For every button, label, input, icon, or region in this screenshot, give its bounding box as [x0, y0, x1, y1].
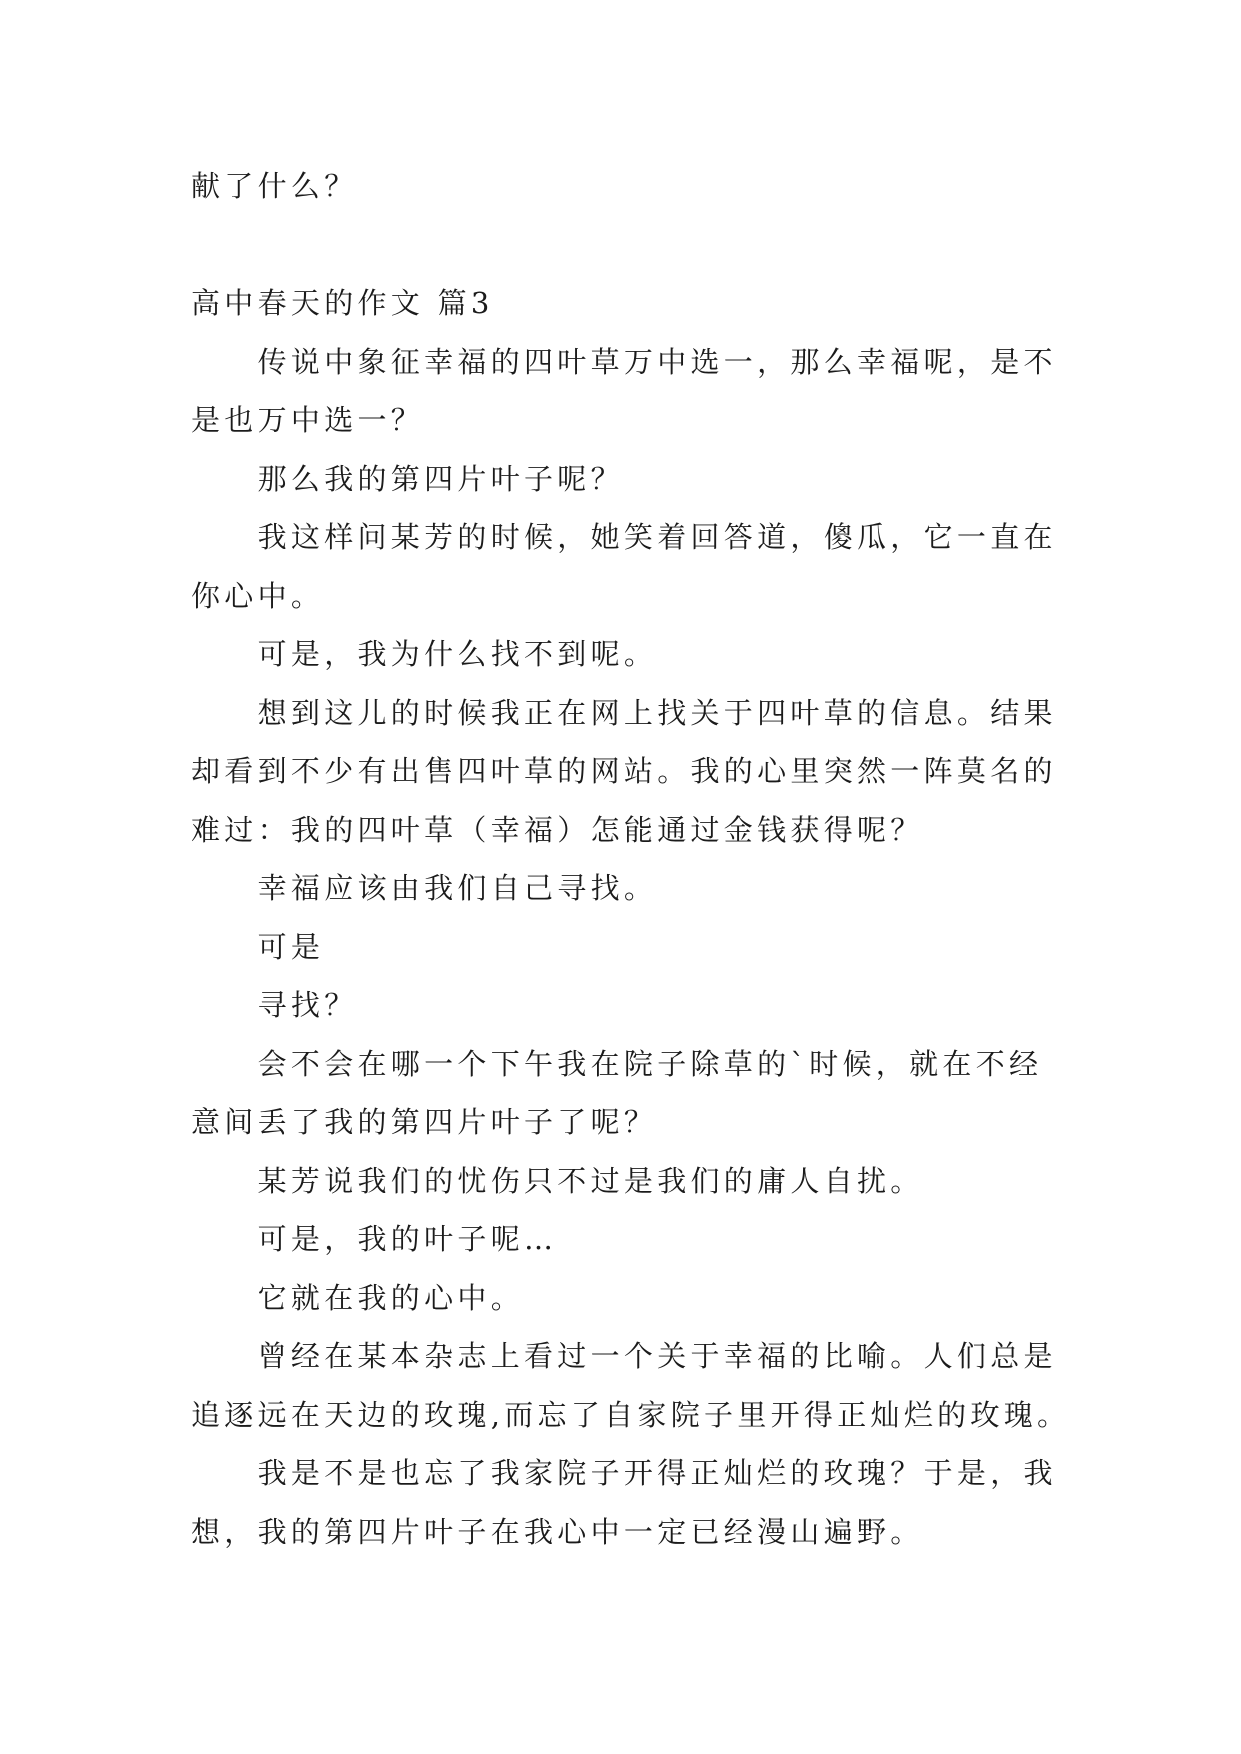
paragraph	[191, 1444, 1091, 1561]
paragraph	[191, 508, 1091, 625]
paragraph	[191, 1269, 1091, 1328]
paragraph	[191, 450, 1091, 509]
section-heading: 高中春天的作文 篇3	[191, 286, 494, 320]
paragraph	[191, 1152, 1091, 1211]
paragraph	[191, 859, 1091, 918]
paragraph-line: 传说中象征幸福的四叶草万中选一，那么幸福呢，是不	[257, 344, 1057, 379]
paragraph-line: 可是	[257, 929, 325, 964]
paragraph-line: 你心中。	[191, 578, 325, 613]
paragraph-line: 可是，我为什么找不到呢。	[257, 637, 658, 671]
paragraph-line: 是也万中选一？	[191, 403, 425, 437]
paragraph-line: 我是不是也忘了我家院子开得正灿烂的玫瑰？于是，我	[257, 1456, 1057, 1490]
paragraph-line: 曾经在某本杂志上看过一个关于幸福的比喻。人们总是	[257, 1339, 1057, 1373]
paragraph-line: 难过：我的四叶草（幸福）怎能通过金钱获得呢？	[191, 812, 924, 847]
paragraph	[191, 1210, 1091, 1269]
paragraph	[191, 1327, 1091, 1444]
paragraph	[191, 976, 1091, 1035]
paragraph-line: 可是，我的叶子呢…	[257, 1222, 558, 1256]
document-body	[191, 157, 1091, 1561]
paragraph	[191, 1035, 1091, 1152]
paragraph-line: 却看到不少有出售四叶草的网站。我的心里突然一阵莫名的	[191, 754, 1057, 788]
paragraph-line: 会不会在哪一个下午我在院子除草的`时候，就在不经	[257, 1046, 1043, 1081]
continued-text-line: 献了什么？	[191, 169, 358, 203]
paragraph-line: 想到这儿的时候我正在网上找关于四叶草的信息。结果	[257, 695, 1057, 730]
paragraph	[191, 333, 1091, 450]
paragraph-line: 意间丢了我的第四片叶子了呢？	[191, 1105, 658, 1139]
paragraph	[191, 918, 1091, 977]
paragraph-line: 寻找？	[257, 988, 358, 1022]
paragraph-line: 某芳说我们的忧伤只不过是我们的庸人自扰。	[257, 1163, 924, 1198]
paragraph	[191, 625, 1091, 684]
paragraph-line: 追逐远在天边的玫瑰,而忘了自家院子里开得正灿烂的玫瑰。	[191, 1397, 1071, 1432]
blank-line	[191, 216, 1091, 275]
paragraph	[191, 684, 1091, 860]
paragraph-line: 它就在我的心中。	[257, 1280, 524, 1315]
paragraph-line: 我这样问某芳的时候，她笑着回答道，傻瓜，它一直在	[257, 520, 1057, 554]
paragraph-line: 那么我的第四片叶子呢？	[257, 461, 624, 496]
paragraph-line: 想，我的第四片叶子在我心中一定已经漫山遍野。	[191, 1514, 924, 1549]
paragraph-line: 幸福应该由我们自己寻找。	[257, 871, 658, 905]
